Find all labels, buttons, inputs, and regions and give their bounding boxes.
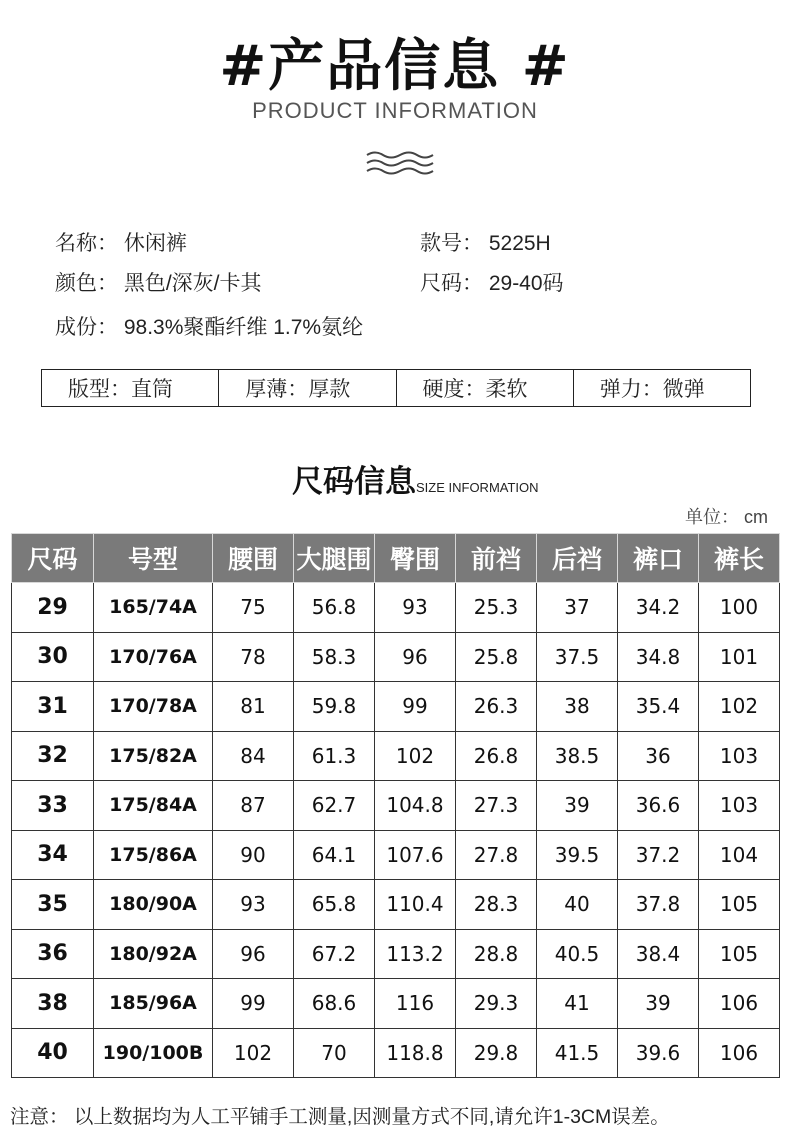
measurement-cell: 29.3	[456, 979, 537, 1029]
header-cell: 后裆	[537, 534, 618, 583]
measurement-cell: 90	[213, 830, 294, 880]
measurement-cell: 25.8	[456, 632, 537, 682]
measurement-cell: 29.8	[456, 1028, 537, 1078]
measurement-cell: 37.5	[537, 632, 618, 682]
body-type-cell: 170/76A	[94, 632, 213, 682]
measurement-cell: 103	[699, 731, 780, 781]
body-type-cell: 175/82A	[94, 731, 213, 781]
body-type-cell: 175/86A	[94, 830, 213, 880]
size-cell: 36	[12, 929, 94, 979]
measurement-cell: 59.8	[294, 682, 375, 732]
measurement-cell: 34.2	[618, 583, 699, 633]
measurement-cell: 78	[213, 632, 294, 682]
size-title-en: SIZE INFORMATION	[416, 480, 539, 495]
measurement-cell: 38.5	[537, 731, 618, 781]
size-title-cn: 尺码信息	[292, 464, 416, 500]
size-cell: 32	[12, 731, 94, 781]
measurement-cell: 56.8	[294, 583, 375, 633]
measurement-cell: 113.2	[375, 929, 456, 979]
measurement-cell: 104.8	[375, 781, 456, 831]
header-cell: 号型	[94, 534, 213, 583]
header-cell: 尺码	[12, 534, 94, 583]
size-cell: 29	[12, 583, 94, 633]
size-table	[11, 533, 780, 1078]
header-cell: 前裆	[456, 534, 537, 583]
measurement-cell: 39.6	[618, 1028, 699, 1078]
size-cell: 35	[12, 880, 94, 930]
measurement-cell: 99	[213, 979, 294, 1029]
measurement-cell: 62.7	[294, 781, 375, 831]
measurement-cell: 110.4	[375, 880, 456, 930]
measurement-cell: 25.3	[456, 583, 537, 633]
table-row	[12, 979, 780, 1029]
table-row	[12, 781, 780, 831]
measurement-cell: 39.5	[537, 830, 618, 880]
measurement-cell: 41.5	[537, 1028, 618, 1078]
measurement-cell: 70	[294, 1028, 375, 1078]
style-number: 款号： 5225H	[420, 232, 551, 255]
table-row	[12, 682, 780, 732]
measurement-cell: 102	[375, 731, 456, 781]
body-type-cell: 180/92A	[94, 929, 213, 979]
header-cell: 裤口	[618, 534, 699, 583]
table-row	[12, 880, 780, 930]
measurement-cell: 107.6	[375, 830, 456, 880]
measurement-cell: 96	[375, 632, 456, 682]
size-cell: 33	[12, 781, 94, 831]
measurement-cell: 118.8	[375, 1028, 456, 1078]
measurement-cell: 36.6	[618, 781, 699, 831]
table-row	[12, 1028, 780, 1078]
body-type-cell: 190/100B	[94, 1028, 213, 1078]
measurement-cell: 103	[699, 781, 780, 831]
measurement-cell: 37.8	[618, 880, 699, 930]
measurement-cell: 61.3	[294, 731, 375, 781]
measurement-cell: 104	[699, 830, 780, 880]
measurement-cell: 101	[699, 632, 780, 682]
measurement-cell: 37	[537, 583, 618, 633]
measurement-cell: 68.6	[294, 979, 375, 1029]
measurement-cell: 38	[537, 682, 618, 732]
measurement-cell: 106	[699, 979, 780, 1029]
body-type-cell: 165/74A	[94, 583, 213, 633]
table-row	[12, 830, 780, 880]
body-type-cell: 180/90A	[94, 880, 213, 930]
body-type-cell: 185/96A	[94, 979, 213, 1029]
measurement-cell: 93	[375, 583, 456, 633]
product-colors: 颜色： 黑色/深灰/卡其	[55, 272, 262, 295]
size-cell: 34	[12, 830, 94, 880]
measurement-cell: 27.8	[456, 830, 537, 880]
header-cell: 腰围	[213, 534, 294, 583]
measurement-cell: 84	[213, 731, 294, 781]
measurement-cell: 81	[213, 682, 294, 732]
table-row	[12, 731, 780, 781]
measurement-cell: 64.1	[294, 830, 375, 880]
properties-box	[41, 369, 751, 407]
header-cell: 臀围	[375, 534, 456, 583]
measurement-cell: 96	[213, 929, 294, 979]
body-type-cell: 175/84A	[94, 781, 213, 831]
size-cell: 31	[12, 682, 94, 732]
unit-label: 单位： cm	[685, 507, 768, 527]
measurement-cell: 99	[375, 682, 456, 732]
size-cell: 38	[12, 979, 94, 1029]
product-size-range: 尺码： 29-40码	[420, 272, 564, 295]
product-composition: 成份： 98.3%聚酯纤维 1.7%氨纶	[55, 316, 364, 339]
measurement-cell: 26.8	[456, 731, 537, 781]
measurement-cell: 105	[699, 880, 780, 930]
size-cell: 40	[12, 1028, 94, 1078]
measurement-cell: 102	[699, 682, 780, 732]
measurement-cell: 36	[618, 731, 699, 781]
table-row	[12, 929, 780, 979]
measurement-cell: 34.8	[618, 632, 699, 682]
product-name: 名称： 休闲裤	[55, 232, 187, 255]
measurement-cell: 40	[537, 880, 618, 930]
header-cell: 裤长	[699, 534, 780, 583]
measurement-cell: 93	[213, 880, 294, 930]
property-fit: 版型：直筒	[42, 370, 219, 406]
property-elasticity: 弹力：微弹	[599, 378, 705, 401]
measurement-cell: 40.5	[537, 929, 618, 979]
measurement-cell: 35.4	[618, 682, 699, 732]
measurement-note: 注意： 以上数据均为人工平铺手工测量,因测量方式不同,请允许1-3CM误差。	[10, 1106, 670, 1128]
size-table-header	[12, 534, 780, 583]
measurement-cell: 105	[699, 929, 780, 979]
measurement-cell: 58.3	[294, 632, 375, 682]
measurement-cell: 67.2	[294, 929, 375, 979]
measurement-cell: 38.4	[618, 929, 699, 979]
measurement-cell: 75	[213, 583, 294, 633]
page-title: #产品信息 #	[219, 34, 571, 99]
size-cell: 30	[12, 632, 94, 682]
body-type-cell: 170/78A	[94, 682, 213, 732]
size-section-title	[292, 456, 539, 501]
property-thickness: 厚薄：厚款	[219, 370, 396, 406]
table-row	[12, 583, 780, 633]
measurement-cell: 87	[213, 781, 294, 831]
measurement-cell: 102	[213, 1028, 294, 1078]
measurement-cell: 106	[699, 1028, 780, 1078]
size-table-body	[12, 583, 780, 1078]
measurement-cell: 27.3	[456, 781, 537, 831]
header-cell: 大腿围	[294, 534, 375, 583]
measurement-cell: 37.2	[618, 830, 699, 880]
measurement-cell: 26.3	[456, 682, 537, 732]
property-hardness: 硬度：柔软	[397, 370, 574, 406]
page-subtitle: PRODUCT INFORMATION	[252, 98, 538, 123]
measurement-cell: 39	[537, 781, 618, 831]
measurement-cell: 41	[537, 979, 618, 1029]
measurement-cell: 28.8	[456, 929, 537, 979]
measurement-cell: 39	[618, 979, 699, 1029]
measurement-cell: 28.3	[456, 880, 537, 930]
wave-lines-icon	[365, 150, 435, 176]
measurement-cell: 116	[375, 979, 456, 1029]
table-row	[12, 632, 780, 682]
measurement-cell: 65.8	[294, 880, 375, 930]
measurement-cell: 100	[699, 583, 780, 633]
